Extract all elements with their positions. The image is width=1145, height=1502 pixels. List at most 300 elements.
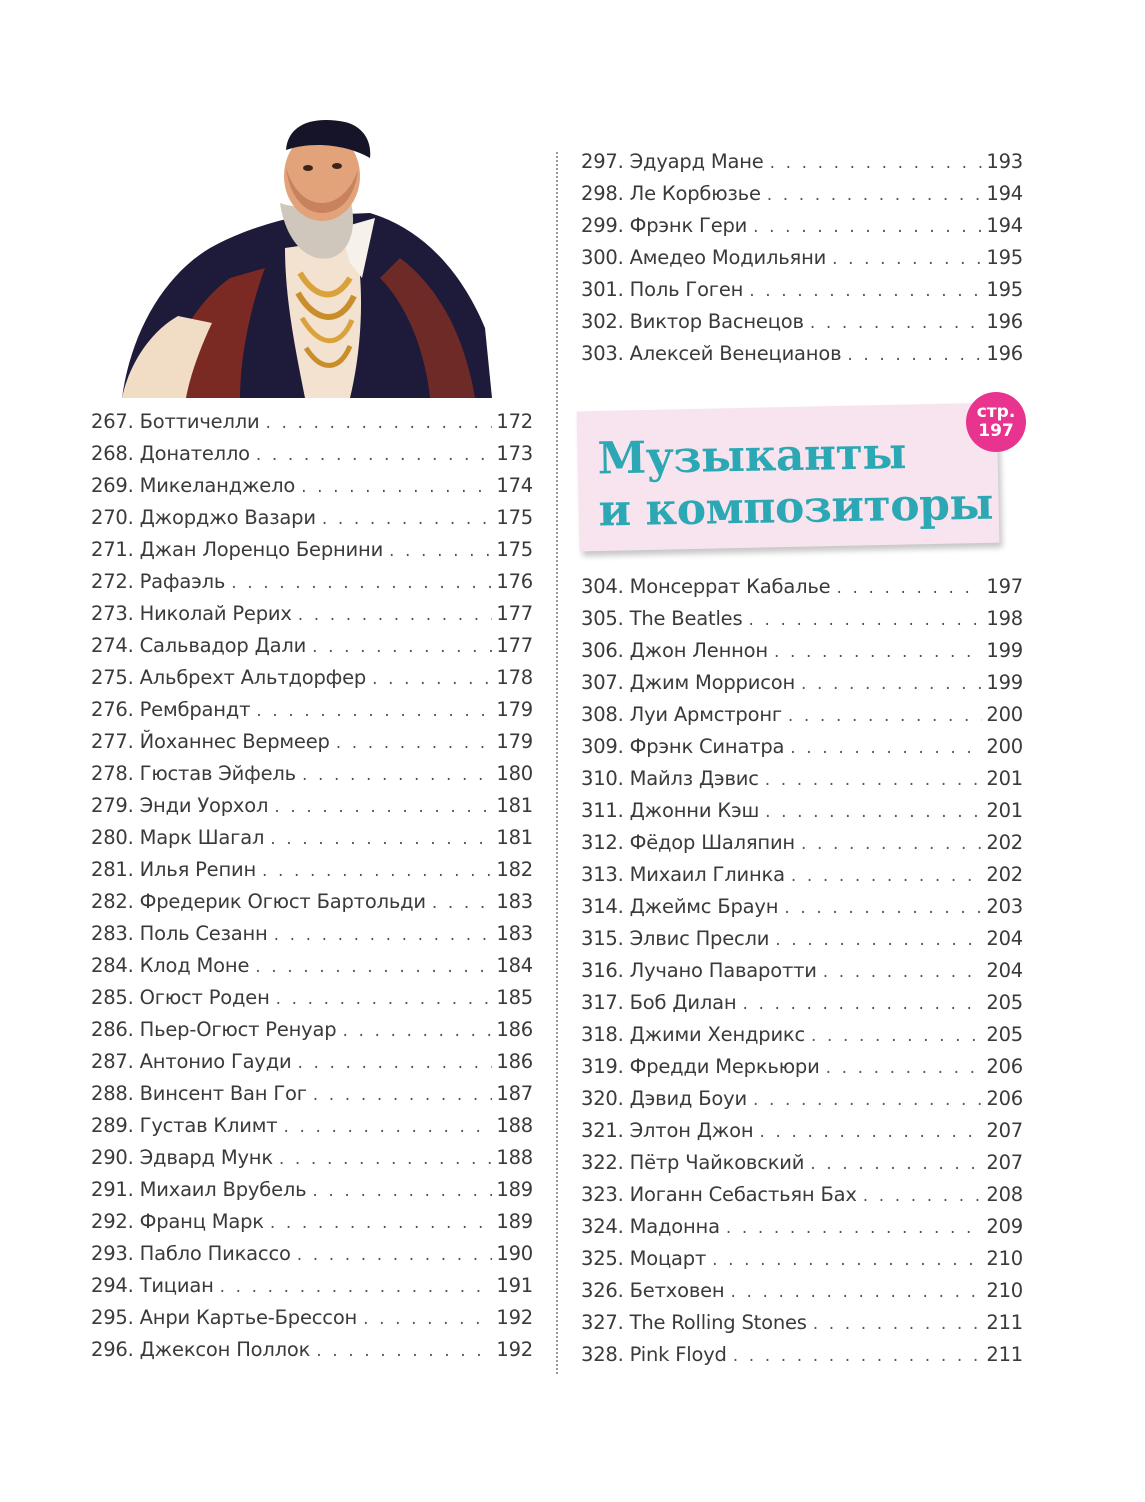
toc-entry-title: Тициан — [139, 1274, 214, 1297]
toc-entry-title: Гюстав Эйфель — [139, 762, 296, 785]
toc-entry — [581, 667, 1023, 699]
toc-leader-dots — [753, 211, 982, 243]
toc-entry-page: 203 — [986, 895, 1023, 918]
toc-entry-page: 205 — [986, 991, 1023, 1014]
toc-entry-title: Иоганн Себастьян Бах — [629, 1183, 857, 1206]
section-heading — [597, 427, 999, 538]
toc-entry-number: 288. — [91, 1082, 134, 1105]
toc-leader-dots — [256, 439, 492, 471]
toc-entry-title: Сальвадор Дали — [139, 634, 307, 657]
toc-entry-page: 183 — [496, 922, 533, 945]
toc-entry-page: 175 — [496, 506, 533, 529]
toc-entry — [91, 726, 533, 758]
toc-entry-number: 313. — [581, 863, 624, 886]
toc-entry-page: 195 — [986, 246, 1023, 269]
toc-leader-dots — [301, 471, 492, 503]
toc-entry-number: 322. — [581, 1151, 624, 1174]
toc-leader-dots — [765, 764, 983, 796]
toc-entry-title: Алексей Венецианов — [629, 342, 842, 365]
toc-entry-title: Фрэнк Гери — [629, 214, 748, 237]
toc-entry-title: Джан Лоренцо Бернини — [139, 538, 384, 561]
toc-entry-page: 188 — [496, 1146, 533, 1169]
toc-entry-number: 293. — [91, 1242, 134, 1265]
toc-entry-page: 183 — [496, 890, 533, 913]
toc-entry-title: Мадонна — [629, 1215, 720, 1238]
toc-entry — [91, 950, 533, 982]
toc-entry — [91, 1110, 533, 1142]
toc-entry-number: 297. — [581, 150, 624, 173]
toc-entry-page: 190 — [496, 1242, 533, 1265]
toc-entry-page: 201 — [986, 767, 1023, 790]
toc-entry-title: Джими Хендрикс — [629, 1023, 806, 1046]
toc-entry — [581, 827, 1023, 859]
toc-entry — [581, 763, 1023, 795]
toc-entry-number: 300. — [581, 246, 624, 269]
toc-entry — [581, 338, 1023, 370]
toc-entry — [581, 1147, 1023, 1179]
toc-entry-page: 193 — [986, 150, 1023, 173]
toc-leader-dots — [784, 892, 982, 924]
toc-entry-page: 210 — [986, 1247, 1023, 1270]
toc-leader-dots — [765, 796, 982, 828]
toc-entry-page: 185 — [496, 986, 533, 1009]
toc-entry-number: 280. — [91, 826, 134, 849]
toc-entry-number: 303. — [581, 342, 624, 365]
toc-list-right-top — [581, 146, 1023, 370]
toc-entry — [581, 1339, 1023, 1371]
toc-entry-number: 317. — [581, 991, 624, 1014]
toc-entry — [581, 1243, 1023, 1275]
toc-entry-title: Элвис Пресли — [629, 927, 770, 950]
toc-entry-number: 287. — [91, 1050, 134, 1073]
toc-entry-title: Пабло Пикассо — [139, 1242, 291, 1265]
toc-entry-page: 198 — [986, 607, 1023, 630]
toc-entry-page: 199 — [986, 671, 1023, 694]
toc-entry-title: Анри Картье-Брессон — [139, 1306, 358, 1329]
toc-leader-dots — [753, 1084, 982, 1116]
toc-entry-page: 208 — [986, 1183, 1023, 1206]
toc-entry — [581, 699, 1023, 731]
toc-entry-page: 186 — [496, 1018, 533, 1041]
toc-entry-number: 291. — [91, 1178, 134, 1201]
toc-entry-title: Джорджо Вазари — [139, 506, 316, 529]
toc-entry-title: Антонио Гауди — [139, 1050, 292, 1073]
toc-entry — [91, 822, 533, 854]
toc-entry — [91, 534, 533, 566]
toc-entry-number: 279. — [91, 794, 134, 817]
toc-entry — [91, 758, 533, 790]
toc-entry-page: 197 — [986, 575, 1023, 598]
toc-entry-title: Пётр Чайковский — [629, 1151, 805, 1174]
toc-entry-page: 180 — [496, 762, 533, 785]
toc-entry — [91, 1174, 533, 1206]
toc-leader-dots — [220, 1271, 493, 1303]
toc-entry-page: 188 — [496, 1114, 533, 1137]
toc-entry — [581, 306, 1023, 338]
toc-leader-dots — [270, 823, 492, 855]
toc-entry — [581, 1275, 1023, 1307]
toc-entry-title: Амедео Модильяни — [629, 246, 827, 269]
toc-leader-dots — [832, 243, 982, 275]
toc-entry-page: 181 — [496, 826, 533, 849]
toc-entry — [581, 1115, 1023, 1147]
toc-entry — [581, 1083, 1023, 1115]
toc-entry-title: Эдуард Мане — [629, 150, 764, 173]
toc-entry-page: 200 — [986, 735, 1023, 758]
toc-entry-number: 298. — [581, 182, 624, 205]
toc-leader-dots — [801, 828, 982, 860]
toc-entry-number: 296. — [91, 1338, 134, 1361]
toc-entry — [91, 662, 533, 694]
toc-entry-number: 278. — [91, 762, 134, 785]
toc-entry-number: 301. — [581, 278, 624, 301]
toc-entry-title: Виктор Васнецов — [629, 310, 804, 333]
toc-entry-title: Эдвард Мунк — [139, 1146, 273, 1169]
toc-entry — [581, 1307, 1023, 1339]
toc-entry — [581, 987, 1023, 1019]
toc-entry-page: 176 — [496, 570, 533, 593]
toc-entry-number: 290. — [91, 1146, 134, 1169]
toc-entry-title: Pink Floyd — [629, 1343, 727, 1366]
toc-entry-title: Боттичелли — [139, 410, 260, 433]
toc-leader-dots — [274, 919, 493, 951]
toc-entry-title: Поль Гоген — [629, 278, 744, 301]
toc-leader-dots — [749, 275, 982, 307]
toc-leader-dots — [256, 695, 492, 727]
toc-entry-title: Альбрехт Альтдорфер — [139, 666, 367, 689]
toc-leader-dots — [742, 988, 982, 1020]
toc-leader-dots — [336, 727, 493, 759]
toc-leader-dots — [274, 791, 492, 823]
toc-list-left — [91, 406, 533, 1366]
toc-entry-title: Пьер-Огюст Ренуар — [139, 1018, 337, 1041]
toc-leader-dots — [774, 636, 982, 668]
toc-entry-title: Донателло — [139, 442, 250, 465]
toc-entry-title: Моцарт — [629, 1247, 707, 1270]
toc-leader-dots — [791, 860, 983, 892]
toc-entry — [91, 630, 533, 662]
toc-entry-title: Элтон Джон — [629, 1119, 754, 1142]
toc-entry-number: 312. — [581, 831, 624, 854]
toc-entry — [581, 274, 1023, 306]
toc-entry-page: 207 — [986, 1119, 1023, 1142]
toc-entry-page: 202 — [986, 831, 1023, 854]
toc-entry-number: 270. — [91, 506, 134, 529]
toc-entry-number: 284. — [91, 954, 134, 977]
toc-entry-page: 204 — [986, 927, 1023, 950]
toc-entry — [91, 1014, 533, 1046]
toc-leader-dots — [298, 599, 493, 631]
toc-leader-dots — [322, 503, 493, 535]
toc-leader-dots — [836, 572, 982, 604]
toc-entry-title: Поль Сезанн — [139, 922, 268, 945]
toc-entry-number: 282. — [91, 890, 134, 913]
toc-entry — [91, 1206, 533, 1238]
toc-leader-dots — [801, 668, 982, 700]
toc-entry — [581, 731, 1023, 763]
toc-entry-title: Энди Уорхол — [139, 794, 269, 817]
toc-entry — [581, 955, 1023, 987]
toc-entry — [91, 406, 533, 438]
toc-entry-page: 179 — [496, 730, 533, 753]
toc-leader-dots — [313, 1079, 493, 1111]
toc-leader-dots — [767, 179, 983, 211]
page-badge-number: 197 — [978, 421, 1014, 441]
toc-entry-number: 321. — [581, 1119, 624, 1142]
toc-entry — [91, 1078, 533, 1110]
toc-entry-number: 299. — [581, 214, 624, 237]
toc-leader-dots — [810, 307, 983, 339]
toc-leader-dots — [712, 1244, 982, 1276]
toc-entry-number: 306. — [581, 639, 624, 662]
toc-entry-page: 177 — [496, 634, 533, 657]
toc-entry-title: Джексон Поллок — [139, 1338, 311, 1361]
toc-leader-dots — [810, 1148, 982, 1180]
toc-entry-page: 186 — [496, 1050, 533, 1073]
toc-entry-page: 207 — [986, 1151, 1023, 1174]
toc-leader-dots — [726, 1212, 983, 1244]
toc-leader-dots — [389, 535, 492, 567]
toc-entry — [91, 1238, 533, 1270]
toc-leader-dots — [811, 1020, 982, 1052]
toc-entry-number: 295. — [91, 1306, 134, 1329]
toc-entry — [91, 886, 533, 918]
toc-entry — [581, 923, 1023, 955]
toc-leader-dots — [312, 631, 492, 663]
toc-entry-page: 172 — [496, 410, 533, 433]
toc-entry — [91, 438, 533, 470]
toc-entry-page: 200 — [986, 703, 1023, 726]
toc-leader-dots — [372, 663, 492, 695]
toc-leader-dots — [276, 983, 493, 1015]
toc-entry-number: 326. — [581, 1279, 624, 1302]
toc-entry-title: Джим Моррисон — [629, 671, 795, 694]
toc-entry — [91, 1142, 533, 1174]
toc-entry — [581, 603, 1023, 635]
section-heading-line1: Музыканты — [597, 428, 907, 485]
toc-entry — [581, 210, 1023, 242]
toc-entry-title: The Beatles — [629, 607, 743, 630]
toc-entry-number: 315. — [581, 927, 624, 950]
toc-leader-dots — [730, 1276, 982, 1308]
toc-entry-number: 324. — [581, 1215, 624, 1238]
toc-entry-page: 202 — [986, 863, 1023, 886]
toc-leader-dots — [363, 1303, 492, 1335]
toc-entry-number: 276. — [91, 698, 134, 721]
toc-entry — [91, 694, 533, 726]
toc-entry-title: Франц Марк — [139, 1210, 264, 1233]
toc-entry — [91, 566, 533, 598]
toc-entry-page: 211 — [986, 1343, 1023, 1366]
toc-leader-dots — [279, 1143, 492, 1175]
toc-entry-title: Джеймс Браун — [629, 895, 779, 918]
toc-entry-title: Микеланджело — [139, 474, 296, 497]
toc-leader-dots — [262, 855, 492, 887]
toc-entry-number: 289. — [91, 1114, 134, 1137]
toc-entry-number: 277. — [91, 730, 134, 753]
toc-entry-page: 182 — [496, 858, 533, 881]
toc-entry — [581, 891, 1023, 923]
toc-entry — [91, 598, 533, 630]
toc-entry — [581, 242, 1023, 274]
toc-leader-dots — [847, 339, 982, 371]
toc-leader-dots — [775, 924, 982, 956]
toc-entry — [581, 571, 1023, 603]
toc-entry-page: 173 — [496, 442, 533, 465]
toc-entry-title: Михаил Глинка — [629, 863, 785, 886]
toc-entry-page: 206 — [986, 1087, 1023, 1110]
toc-entry-page: 178 — [496, 666, 533, 689]
toc-entry-title: Бетховен — [629, 1279, 725, 1302]
toc-entry — [91, 470, 533, 502]
toc-entry-number: 328. — [581, 1343, 624, 1366]
toc-entry-page: 196 — [986, 310, 1023, 333]
toc-entry-number: 327. — [581, 1311, 624, 1334]
toc-leader-dots — [759, 1116, 982, 1148]
toc-entry-number: 281. — [91, 858, 134, 881]
toc-entry-number: 308. — [581, 703, 624, 726]
toc-entry-number: 319. — [581, 1055, 624, 1078]
toc-entry-page: 205 — [986, 1023, 1023, 1046]
toc-leader-dots — [748, 604, 982, 636]
toc-entry-page: 201 — [986, 799, 1023, 822]
toc-entry-number: 304. — [581, 575, 624, 598]
section-heading-line2: и композиторы — [598, 478, 994, 537]
toc-entry-page: 206 — [986, 1055, 1023, 1078]
toc-entry-number: 318. — [581, 1023, 624, 1046]
toc-leader-dots — [733, 1340, 983, 1372]
toc-entry-page: 211 — [986, 1311, 1023, 1334]
toc-entry-page: 187 — [496, 1082, 533, 1105]
toc-entry-page: 189 — [496, 1210, 533, 1233]
toc-entry — [91, 918, 533, 950]
toc-entry-title: Марк Шагал — [139, 826, 265, 849]
toc-entry-title: Фредди Меркьюри — [629, 1055, 820, 1078]
toc-leader-dots — [297, 1239, 493, 1271]
toc-entry-title: Джон Леннон — [629, 639, 768, 662]
toc-entry-number: 286. — [91, 1018, 134, 1041]
toc-entry-number: 305. — [581, 607, 624, 630]
toc-entry — [91, 1334, 533, 1366]
toc-entry-title: The Rolling Stones — [629, 1311, 807, 1334]
toc-entry-number: 267. — [91, 410, 134, 433]
page-badge-label: стр. — [976, 402, 1016, 422]
toc-entry-number: 316. — [581, 959, 624, 982]
toc-entry — [581, 1211, 1023, 1243]
toc-leader-dots — [432, 887, 492, 919]
toc-entry-number: 302. — [581, 310, 624, 333]
toc-entry — [581, 859, 1023, 891]
toc-leader-dots — [283, 1111, 492, 1143]
toc-entry-number: 285. — [91, 986, 134, 1009]
toc-entry-page: 199 — [986, 639, 1023, 662]
toc-entry-number: 274. — [91, 634, 134, 657]
toc-entry — [581, 1051, 1023, 1083]
toc-entry — [581, 1179, 1023, 1211]
toc-entry-title: Фредерик Огюст Бартольди — [139, 890, 426, 913]
toc-entry-number: 292. — [91, 1210, 134, 1233]
toc-leader-dots — [298, 1047, 493, 1079]
toc-entry — [91, 1302, 533, 1334]
toc-entry — [581, 795, 1023, 827]
portrait-illustration — [100, 98, 516, 398]
toc-leader-dots — [231, 567, 492, 599]
toc-leader-dots — [342, 1015, 492, 1047]
toc-entry — [91, 1270, 533, 1302]
toc-entry-title: Джонни Кэш — [629, 799, 760, 822]
toc-entry-title: Луи Армстронг — [629, 703, 782, 726]
toc-leader-dots — [788, 700, 982, 732]
toc-leader-dots — [823, 956, 983, 988]
toc-entry-page: 209 — [986, 1215, 1023, 1238]
toc-entry-title: Винсент Ван Гог — [139, 1082, 307, 1105]
toc-entry-title: Илья Репин — [139, 858, 257, 881]
toc-entry-title: Рембрандт — [139, 698, 251, 721]
toc-entry-title: Николай Рерих — [139, 602, 292, 625]
toc-entry-page: 194 — [986, 182, 1023, 205]
toc-entry-title: Фрэнк Синатра — [629, 735, 785, 758]
toc-entry-title: Майлз Дэвис — [629, 767, 759, 790]
toc-entry — [581, 1019, 1023, 1051]
toc-entry-number: 294. — [91, 1274, 134, 1297]
toc-entry — [91, 1046, 533, 1078]
toc-entry-title: Йоханнес Вермеер — [139, 730, 330, 753]
toc-entry-page: 210 — [986, 1279, 1023, 1302]
toc-entry-page: 191 — [496, 1274, 533, 1297]
toc-entry — [91, 502, 533, 534]
page-badge — [966, 392, 1026, 452]
toc-entry-number: 320. — [581, 1087, 624, 1110]
toc-entry-number: 323. — [581, 1183, 624, 1206]
toc-leader-dots — [265, 407, 492, 439]
toc-entry-number: 311. — [581, 799, 624, 822]
toc-entry-number: 273. — [91, 602, 134, 625]
toc-entry-page: 192 — [496, 1306, 533, 1329]
toc-entry-title: Густав Климт — [139, 1114, 278, 1137]
toc-entry — [581, 146, 1023, 178]
toc-leader-dots — [255, 951, 492, 983]
toc-leader-dots — [790, 732, 982, 764]
toc-entry-number: 310. — [581, 767, 624, 790]
toc-entry-page: 177 — [496, 602, 533, 625]
toc-entry-title: Михаил Врубель — [139, 1178, 307, 1201]
toc-entry-number: 314. — [581, 895, 624, 918]
toc-entry-page: 204 — [986, 959, 1023, 982]
toc-entry-number: 271. — [91, 538, 134, 561]
toc-leader-dots — [863, 1180, 983, 1212]
toc-entry-number: 309. — [581, 735, 624, 758]
toc-entry — [91, 982, 533, 1014]
toc-entry-page: 174 — [496, 474, 533, 497]
toc-entry-number: 275. — [91, 666, 134, 689]
toc-entry-page: 194 — [986, 214, 1023, 237]
toc-entry-page: 175 — [496, 538, 533, 561]
toc-leader-dots — [770, 147, 983, 179]
toc-entry-title: Лучано Паваротти — [629, 959, 817, 982]
toc-entry-page: 196 — [986, 342, 1023, 365]
toc-entry-number: 307. — [581, 671, 624, 694]
toc-leader-dots — [270, 1207, 492, 1239]
column-divider — [556, 152, 558, 1374]
toc-entry-title: Ле Корбюзье — [629, 182, 761, 205]
toc-entry-page: 181 — [496, 794, 533, 817]
toc-entry-page: 192 — [496, 1338, 533, 1361]
toc-entry-title: Дэвид Боуи — [629, 1087, 747, 1110]
toc-leader-dots — [826, 1052, 983, 1084]
toc-entry-title: Монсеррат Кабалье — [629, 575, 831, 598]
toc-list-right-bottom — [581, 571, 1023, 1371]
toc-entry-number: 272. — [91, 570, 134, 593]
